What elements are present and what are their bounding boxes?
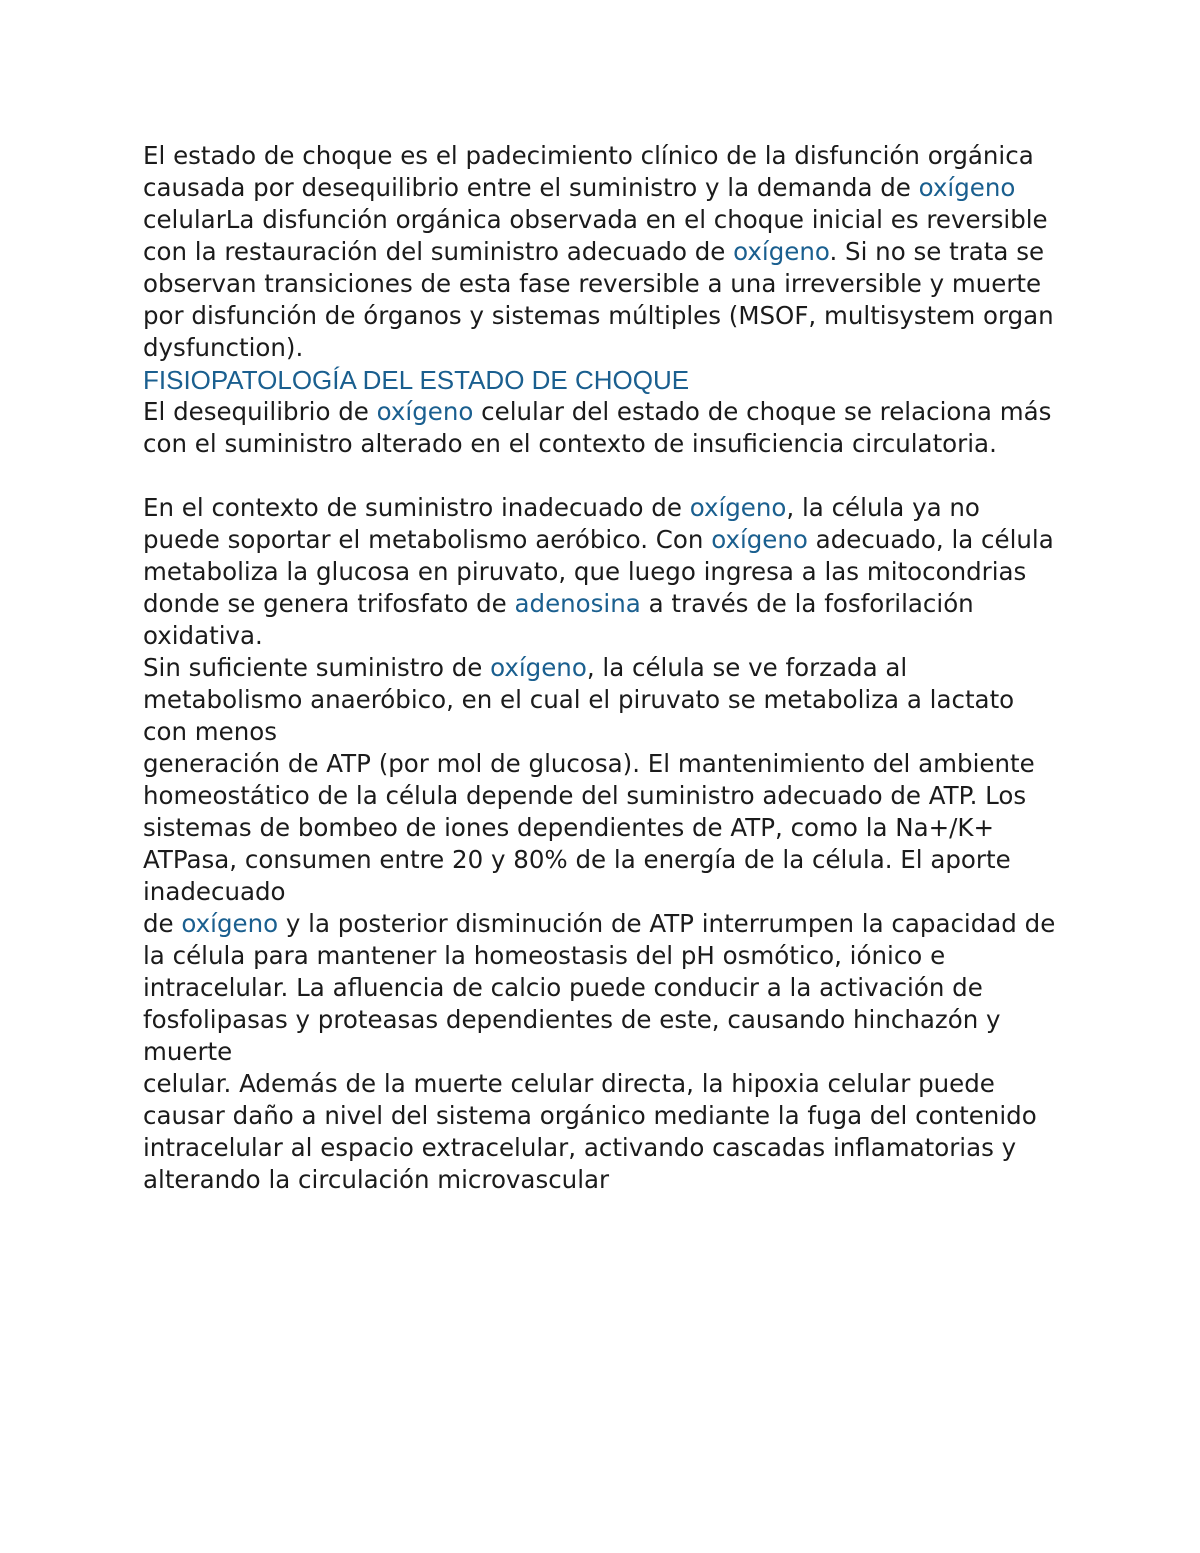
term-link-oxígeno[interactable]: oxígeno xyxy=(711,525,808,554)
text-run: adecuado, la célula xyxy=(807,525,1054,554)
text-run: a través de la fosforilación oxidativa. xyxy=(143,589,974,650)
paragraph-line-3 xyxy=(143,652,1063,748)
text-run: El estado de choque es el padecimiento clínico de la disfunción orgánica causada por desequilibrio entre el suministro y la demanda de xyxy=(143,141,1034,202)
term-link-oxígeno[interactable]: oxígeno xyxy=(733,237,830,266)
text-run: . Si no se trata se observan transiciones de esta fase reversible a una irreversible y muerte por disfunción de órganos y sistemas múltiples (MSOF, multisystem organ dysfunction). xyxy=(143,237,1054,362)
section-heading: FISIOPATOLOGÍA DEL ESTADO DE CHOQUE xyxy=(143,365,690,395)
paragraph-line-6 xyxy=(143,908,1063,972)
term-link-oxígeno[interactable]: oxígeno xyxy=(689,493,787,522)
text-run: generación de ATP (por mol de glucosa). El mantenimiento del ambiente homeostático de la célula depende del suministro adecuado de ATP. Los xyxy=(143,749,1035,810)
text-run: El desequilibrio de xyxy=(143,397,377,426)
paragraph-line-8 xyxy=(143,1068,1063,1132)
text-run: y la posterior disminución de ATP interrumpen la capacidad de la célula para mantener la homeostasis del pH osmótico, iónico e xyxy=(143,909,1056,970)
intro-paragraph xyxy=(143,140,1063,364)
metabolism-section xyxy=(143,492,1063,1196)
text-run: de xyxy=(143,909,182,938)
text-run: intracelular al espacio extracelular, activando cascadas inflamatorias y alterando la circulación microvascular xyxy=(143,1133,1017,1194)
term-link-oxígeno[interactable]: oxígeno xyxy=(918,173,1016,202)
paragraph-line-9 xyxy=(143,1132,1063,1196)
paragraph-line-5 xyxy=(143,812,1063,908)
term-link-oxígeno[interactable]: oxígeno xyxy=(376,397,474,426)
paragraph-line-2 xyxy=(143,556,1063,652)
text-run: intracelular. La afluencia de calcio puede conducir a la activación de fosfolipasas y proteasas dependientes de este, causando hinchazón y muerte xyxy=(143,973,1001,1066)
text-run: En el contexto de suministro inadecuado de xyxy=(143,493,690,522)
paragraph-line-7 xyxy=(143,972,1063,1068)
blank-line xyxy=(143,460,1063,492)
text-run: sistemas de bombeo de iones dependientes de ATP, como la Na+/K+ ATPasa, consumen entre 20 y 80% de la energía de la célula. El aporte inadecuado xyxy=(143,813,1011,906)
term-link-oxígeno[interactable]: oxígeno xyxy=(490,653,587,682)
document-page xyxy=(143,140,1063,1196)
text-run: , la célula se ve forzada al metabolismo anaeróbico, en el cual el piruvato se metaboliza a lactato con menos xyxy=(143,653,1015,746)
text-run: Sin suficiente suministro de xyxy=(143,653,491,682)
text-run: celular. Además de la muerte celular directa, la hipoxia celular puede causar daño a nivel del sistema orgánico mediante la fuga del contenido xyxy=(143,1069,1037,1130)
text-run: celularLa disfunción orgánica observada en el choque inicial es reversible con la restauración del suministro adecuado de xyxy=(143,205,1048,266)
term-link-adenosina[interactable]: adenosina xyxy=(514,589,641,618)
term-link-oxígeno[interactable]: oxígeno xyxy=(181,909,279,938)
text-run: celular del estado de choque se relaciona más con el suministro alterado en el contexto de insuficiencia circulatoria. xyxy=(143,397,1052,458)
oxygen-imbalance-paragraph xyxy=(143,396,1063,460)
paragraph-line-4 xyxy=(143,748,1063,812)
text-run: , la célula ya no puede soportar el metabolismo aeróbico. Con xyxy=(143,493,980,554)
paragraph-line-1 xyxy=(143,492,1063,556)
text-run: metaboliza la glucosa en piruvato, que luego ingresa a las mitocondrias donde se genera trifosfato de xyxy=(143,557,1027,618)
